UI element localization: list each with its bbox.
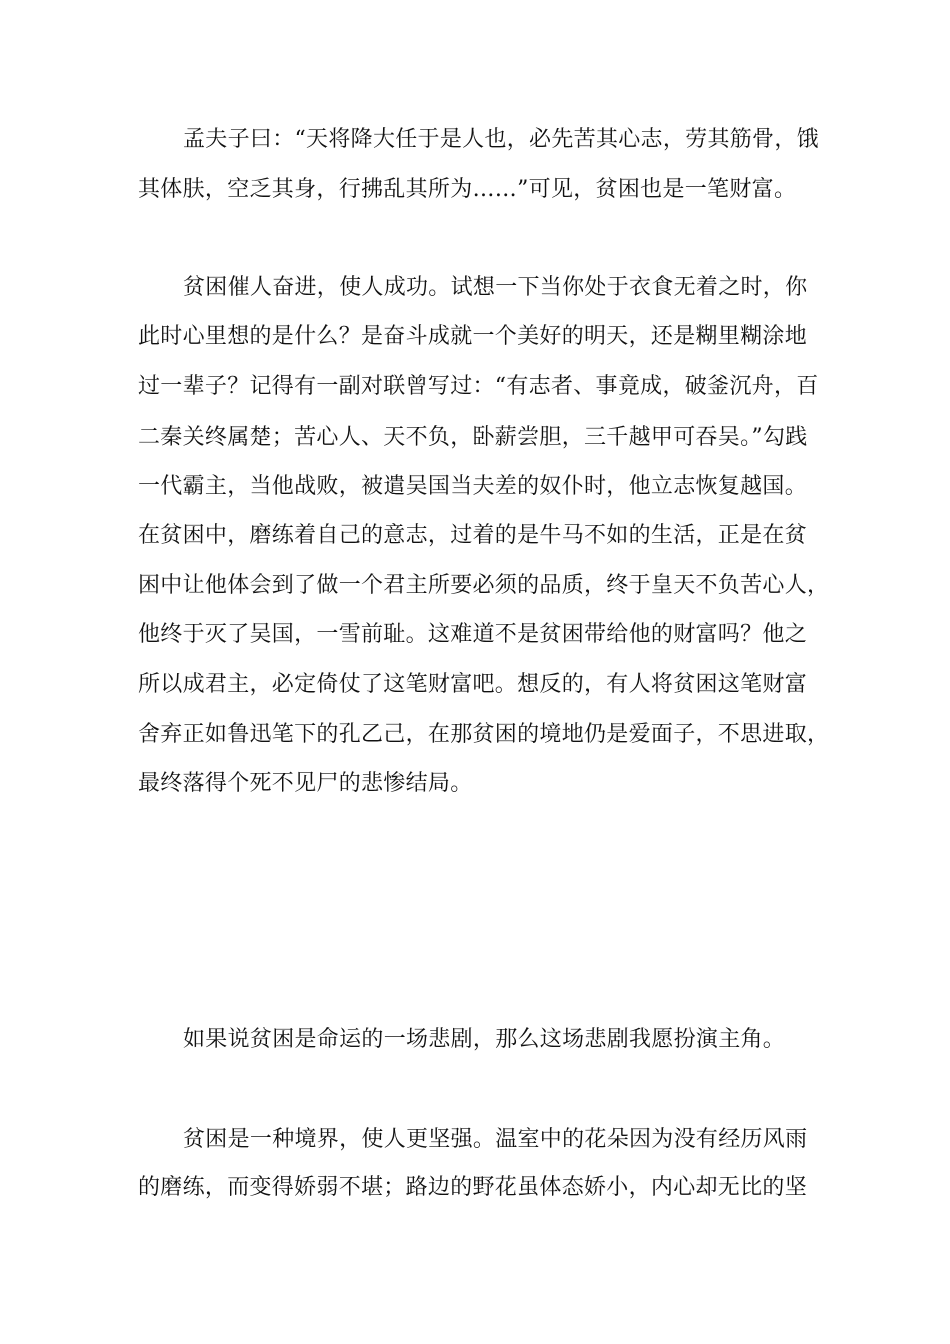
paragraph-4-line-1: 贫困是一种境界，使人更坚强。温室中的花朵因为没有经历风雨 [183, 1127, 808, 1152]
paragraph-2-line-2: 此时心里想的是什么？是奋斗成就一个美好的明天，还是糊里糊涂地 [138, 324, 808, 349]
paragraph-2-line-1: 贫困催人奋进，使人成功。试想一下当你处于衣食无着之时，你 [183, 275, 808, 300]
paragraph-2-line-4: 二秦关终属楚；苦心人、天不负，卧薪尝胆，三千越甲可吞吴。”勾践 [138, 425, 808, 450]
paragraph-1-line-1: 孟夫子曰：“天将降大任于是人也，必先苦其心志，劳其筋骨，饿 [183, 127, 819, 152]
paragraph-2-line-5: 一代霸主，当他战败，被遣吴国当夫差的奴仆时，他立志恢复越国。 [138, 474, 808, 499]
paragraph-4-line-2: 的磨练，而变得娇弱不堪；路边的野花虽体态娇小，内心却无比的坚 [138, 1175, 808, 1200]
paragraph-2-line-7: 困中让他体会到了做一个君主所要必须的品质，终于皇天不负苦心人， [138, 573, 830, 598]
paragraph-2-line-11: 最终落得个死不见尸的悲惨结局。 [138, 771, 473, 796]
paragraph-2-line-9: 所以成君主，必定倚仗了这笔财富吧。想反的，有人将贫困这笔财富 [138, 672, 808, 697]
paragraph-3-line-1: 如果说贫困是命运的一场悲剧，那么这场悲剧我愿扮演主角。 [183, 1027, 786, 1052]
paragraph-1-line-2: 其体肤，空乏其身，行拂乱其所为……”可见，贫困也是一笔财富。 [138, 177, 797, 202]
paragraph-2-line-10: 舍弃正如鲁迅笔下的孔乙己，在那贫困的境地仍是爱面子，不思进取， [138, 722, 830, 747]
paragraph-2-line-8: 他终于灭了吴国，一雪前耻。这难道不是贫困带给他的财富吗？他之 [138, 622, 808, 647]
paragraph-2-line-3: 过一辈子？记得有一副对联曾写过：“有志者、事竟成，破釜沉舟，百 [138, 374, 819, 399]
paragraph-2-line-6: 在贫困中，磨练着自己的意志，过着的是牛马不如的生活，正是在贫 [138, 523, 808, 548]
